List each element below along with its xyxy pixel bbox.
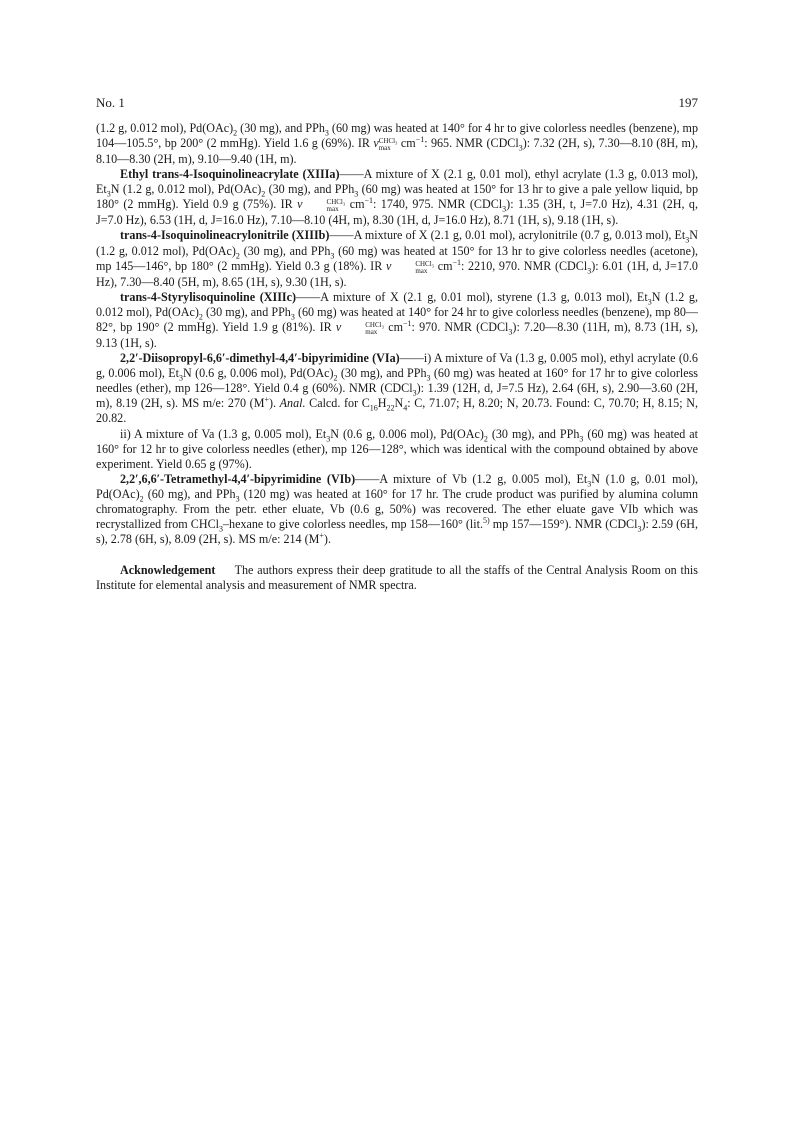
paragraph-vib: 2,2′,6,6′-Tetramethyl-4,4′-bipyrimidine (VIb)——A mixture of Vb (1.2 g, 0.005 mol), $Et_3N$ (1.0 g, 0.01 mol), $Pd(OAc)_2$ (60 mg), and PPh$_3$ (120 mg) was heated at 160° for 17 hr. The crude product was purified by alumina column chromatography. From the petr. ether eluate, Vb (0.6 g, 50%) was recovered. The ether eluate gave VIb which was recrystallized from CHCl$_3$–hexane to give colorless needles, mp 158—160° (lit.$^{5)}$ mp 157—159°). NMR (CDCl$_3$): 2.59 (6H, s), 2.78 (6H, s), 8.09 (2H, s). MS m/e: 214 (M+). [96,471,698,547]
reference-marker: 5) [483,516,490,526]
issue-number: No. 1 [96,95,125,110]
compound-heading: trans-4-Styrylisoquinoline (XIIIc) [120,289,297,304]
acknowledgement [96,563,698,593]
compound-heading: Ethyl trans-4-Isoquinolineacrylate (XIIIa) [120,167,340,182]
page-number: 197 [678,95,698,110]
paragraph-via-method-ii: ii) A mixture of Va (1.3 g, 0.005 mol), $Et_3N$ (0.6 g, 0.006 mol), $Pd(OAc)_2$ (30 mg), and PPh$_3$ (60 mg) was heated at 160° for 12 hr to give colorless needles (ether), mp 126—128°, which was identical with the compound obtained by above experiment. Yield 0.65 g (97%). [96,426,698,471]
paragraph-xiiic: trans-4-Styrylisoquinoline (XIIIc)——A mixture of X (2.1 g, 0.01 mol), styrene (1.3 g, 0.013 mol), $Et_3N$ (1.2 g, 0.012 mol), $Pd(OAc)_2$ (30 mg), and PPh$_3$ (60 mg) was heated at 140° for 24 hr to give colorless needles (benzene), mp 80—82°, bp 190° (2 mmHg). Yield 1.9 g (81%). IR ν CHCl₃ max $cm^{-1}$: 970. NMR (CDCl$_3$): 7.20—8.30 (11H, m), 8.73 (1H, s), 9.13 (1H, s). [96,289,698,350]
paragraph-xiiib: trans-4-Isoquinolineacrylonitrile (XIIIb)——A mixture of X (2.1 g, 0.01 mol), acrylonitrile (0.7 g, 0.013 mol), $Et_3N$ (1.2 g, 0.012 mol), $Pd(OAc)_2$ (30 mg), and PPh$_3$ (60 mg) was heated at 150° for 13 hr to give colorless needles (acetone), mp 145—146°, bp 180° (2 mmHg). Yield 0.3 g (18%). IR ν CHCl₃ max $cm^{-1}$: 2210, 970. NMR (CDCl$_3$): 6.01 (1H, d, J=17.0 Hz), 7.30—8.40 (5H, m), 8.65 (1H, s), 9.30 (1H, s). [96,228,698,289]
ir-nu-symbol: ν [373,136,379,151]
compound-heading: 2,2′-Diisopropyl-6,6′-dimethyl-4,4′-bipyrimidine (VIa) [120,351,400,366]
compound-heading: trans-4-Isoquinolineacrylonitrile (XIIIb) [120,228,330,243]
compound-heading: 2,2′,6,6′-Tetramethyl-4,4′-bipyrimidine (VIb) [120,471,356,486]
paragraph-continuation: (1.2 g, 0.012 mol), $Pd(OAc)_2$ (30 mg), and PPh$_3$ (60 mg) was heated at 140° for 4 hr to give colorless needles (benzene), mp 104—105.5°, bp 200° (2 mmHg). Yield 1.6 g (69%). IR ν CHCl₃ max $cm^{-1}$: 965. NMR (CDCl$_3$): 7.32 (2H, s), 7.30—8.10 (8H, m), 8.10—8.30 (2H, m), 9.10—9.40 (1H, m). [96,121,699,167]
acknowledgement-heading: Acknowledgement [120,563,216,578]
acknowledgement-text: The authors express their deep gratitude to all the staffs of the Central Analysis Room on this Institute for elemental analysis and measurement of NMR spectra. [96,563,698,593]
paragraph-via: 2,2′-Diisopropyl-6,6′-dimethyl-4,4′-bipyrimidine (VIa)——i) A mixture of Va (1.3 g, 0.005 mol), ethyl acrylate (0.6 g, 0.006 mol), $Et_3N$ (0.6 g, 0.006 mol), $Pd(OAc)_2$ (30 mg), and PPh$_3$ (60 mg) was heated at 160° for 17 hr to give colorless needles (ether), mp 126—128°. Yield 0.4 g (60%). NMR (CDCl$_3$): 1.39 (12H, d, J=7.5 Hz), 2.64 (6H, s), 2.90—3.60 (2H, m), 8.19 (2H, s). MS m/e: 270 (M+). Anal. Calcd. for $C_{16}H_{22}N_4$: C, 71.07; H, 8.20; N, 20.73. Found: C, 70.70; H, 8.15; N, 20.82. [96,351,698,426]
running-head [96,96,698,110]
paragraph-xiiia: Ethyl trans-4-Isoquinolineacrylate (XIIIa)——A mixture of X (2.1 g, 0.01 mol), ethyl acrylate (1.3 g, 0.013 mol), $Et_3N$ (1.2 g, 0.012 mol), $Pd(OAc)_2$ (30 mg), and PPh$_3$ (60 mg) was heated at 150° for 13 hr to give a pale yellow liquid, bp 180° (2 mmHg). Yield 0.9 g (75%). IR ν CHCl₃ max $cm^{-1}$: 1740, 975. NMR (CDCl$_3$): 1.35 (3H, t, J=7.0 Hz), 4.31 (2H, q, J=7.0 Hz), 6.53 (1H, d, J=16.0 Hz), 7.10—8.10 (4H, m), 8.30 (1H, d, J=16.0 Hz), 8.71 (1H, s), 9.18 (1H, s). [96,167,698,228]
experimental-text [96,121,698,593]
